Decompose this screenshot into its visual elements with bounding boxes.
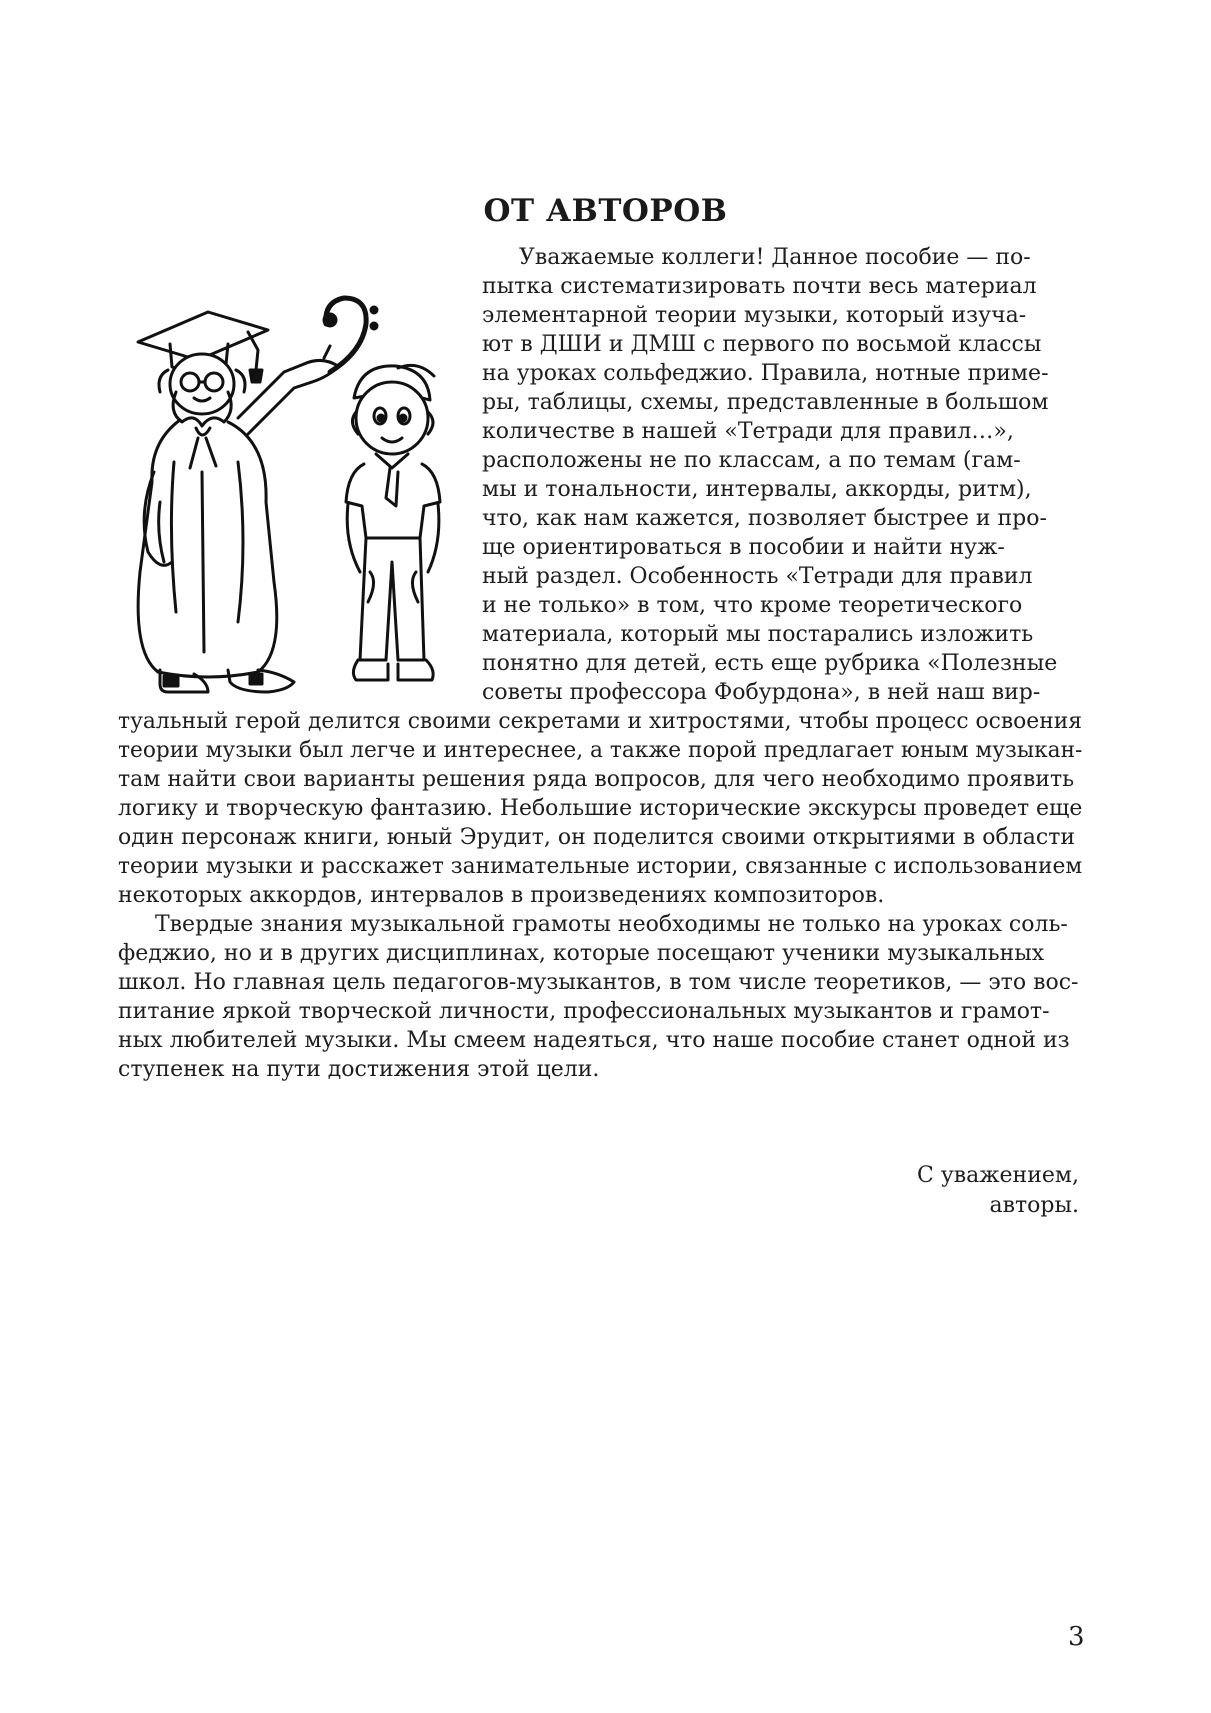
paragraph-line: советы профессора Фобурдона», в ней наш вир- bbox=[482, 680, 1041, 705]
paragraph-line: феджио, но и в других дисциплинах, которые посещают ученики музыкальных bbox=[118, 941, 1045, 966]
signature-authors: авторы. bbox=[989, 1193, 1079, 1218]
paragraph-line: теории музыки был легче и интереснее, а также порой предлагает юным музыкан- bbox=[118, 738, 1083, 763]
paragraph-line: пытка систематизировать почти весь материал bbox=[482, 274, 1037, 299]
paragraph-line: там найти свои варианты решения ряда вопросов, для чего необходимо проявить bbox=[118, 767, 1075, 792]
paragraph-line: теории музыки и расскажет занимательные истории, связанные с использованием bbox=[118, 854, 1083, 879]
signature-greeting: С уважением, bbox=[917, 1163, 1079, 1188]
paragraph-line: логику и творческую фантазию. Небольшие исторические экскурсы проведет еще bbox=[118, 796, 1083, 821]
paragraph-line: понятно для детей, есть еще рубрика «Полезные bbox=[482, 651, 1058, 676]
paragraph-line: и не только» в том, что кроме теоретического bbox=[482, 593, 1023, 618]
page-title: ОТ АВТОРОВ bbox=[483, 193, 728, 229]
page-number: 3 bbox=[1068, 1622, 1085, 1652]
paragraph-line: один персонаж книги, юный Эрудит, он поделится своими открытиями в области bbox=[118, 825, 1076, 850]
paragraph-line: количестве в нашей «Тетради для правил…», bbox=[482, 419, 1014, 444]
paragraph-line: расположены не по классам, а по темам (гам- bbox=[482, 448, 1021, 473]
paragraph-line: мы и тональности, интервалы, аккорды, ритм), bbox=[482, 477, 1032, 502]
paragraph-line: некоторых аккордов, интервалов в произведениях композиторов. bbox=[118, 883, 885, 908]
paragraph-line: ный раздел. Особенность «Тетради для правил bbox=[482, 564, 1033, 589]
paragraph-line: туальный герой делится своими секретами и хитростями, чтобы процесс освоения bbox=[118, 709, 1083, 734]
paragraph-line: Уважаемые коллеги! Данное пособие — по- bbox=[519, 245, 1031, 270]
paragraph-line: школ. Но главная цель педагогов-музыкантов, в том числе теоретиков, — это вос- bbox=[118, 970, 1079, 995]
paragraph-line: материала, который мы постарались изложить bbox=[482, 622, 1034, 647]
paragraph-line: ры, таблицы, схемы, представленные в большом bbox=[482, 390, 1049, 415]
bass-clef-icon bbox=[324, 298, 377, 372]
paragraph-line: ще ориентироваться в пособии и найти нуж- bbox=[482, 535, 1005, 560]
professor-figure bbox=[138, 312, 338, 692]
paragraph-line: Твердые знания музыкальной грамоты необходимы не только на уроках соль- bbox=[155, 912, 1068, 937]
paragraph-line: ступенек на пути достижения этой цели. bbox=[118, 1057, 600, 1082]
paragraph-line: питание яркой творческой личности, профессиональных музыкантов и грамот- bbox=[118, 999, 1050, 1024]
paragraph-line: что, как нам кажется, позволяет быстрее и про- bbox=[482, 506, 1047, 531]
paragraph-line: ных любителей музыки. Мы смеем надеяться, что наше пособие станет одной из bbox=[118, 1028, 1070, 1053]
paragraph-line: ют в ДШИ и ДМШ с первого по восьмой классы bbox=[482, 332, 1042, 357]
paragraph-line: элементарной теории музыки, который изуча- bbox=[482, 303, 1027, 328]
illustration-professor-and-boy bbox=[98, 272, 510, 752]
paragraph-line: на уроках сольфеджио. Правила, нотные приме- bbox=[482, 361, 1049, 386]
boy-figure bbox=[346, 365, 440, 680]
